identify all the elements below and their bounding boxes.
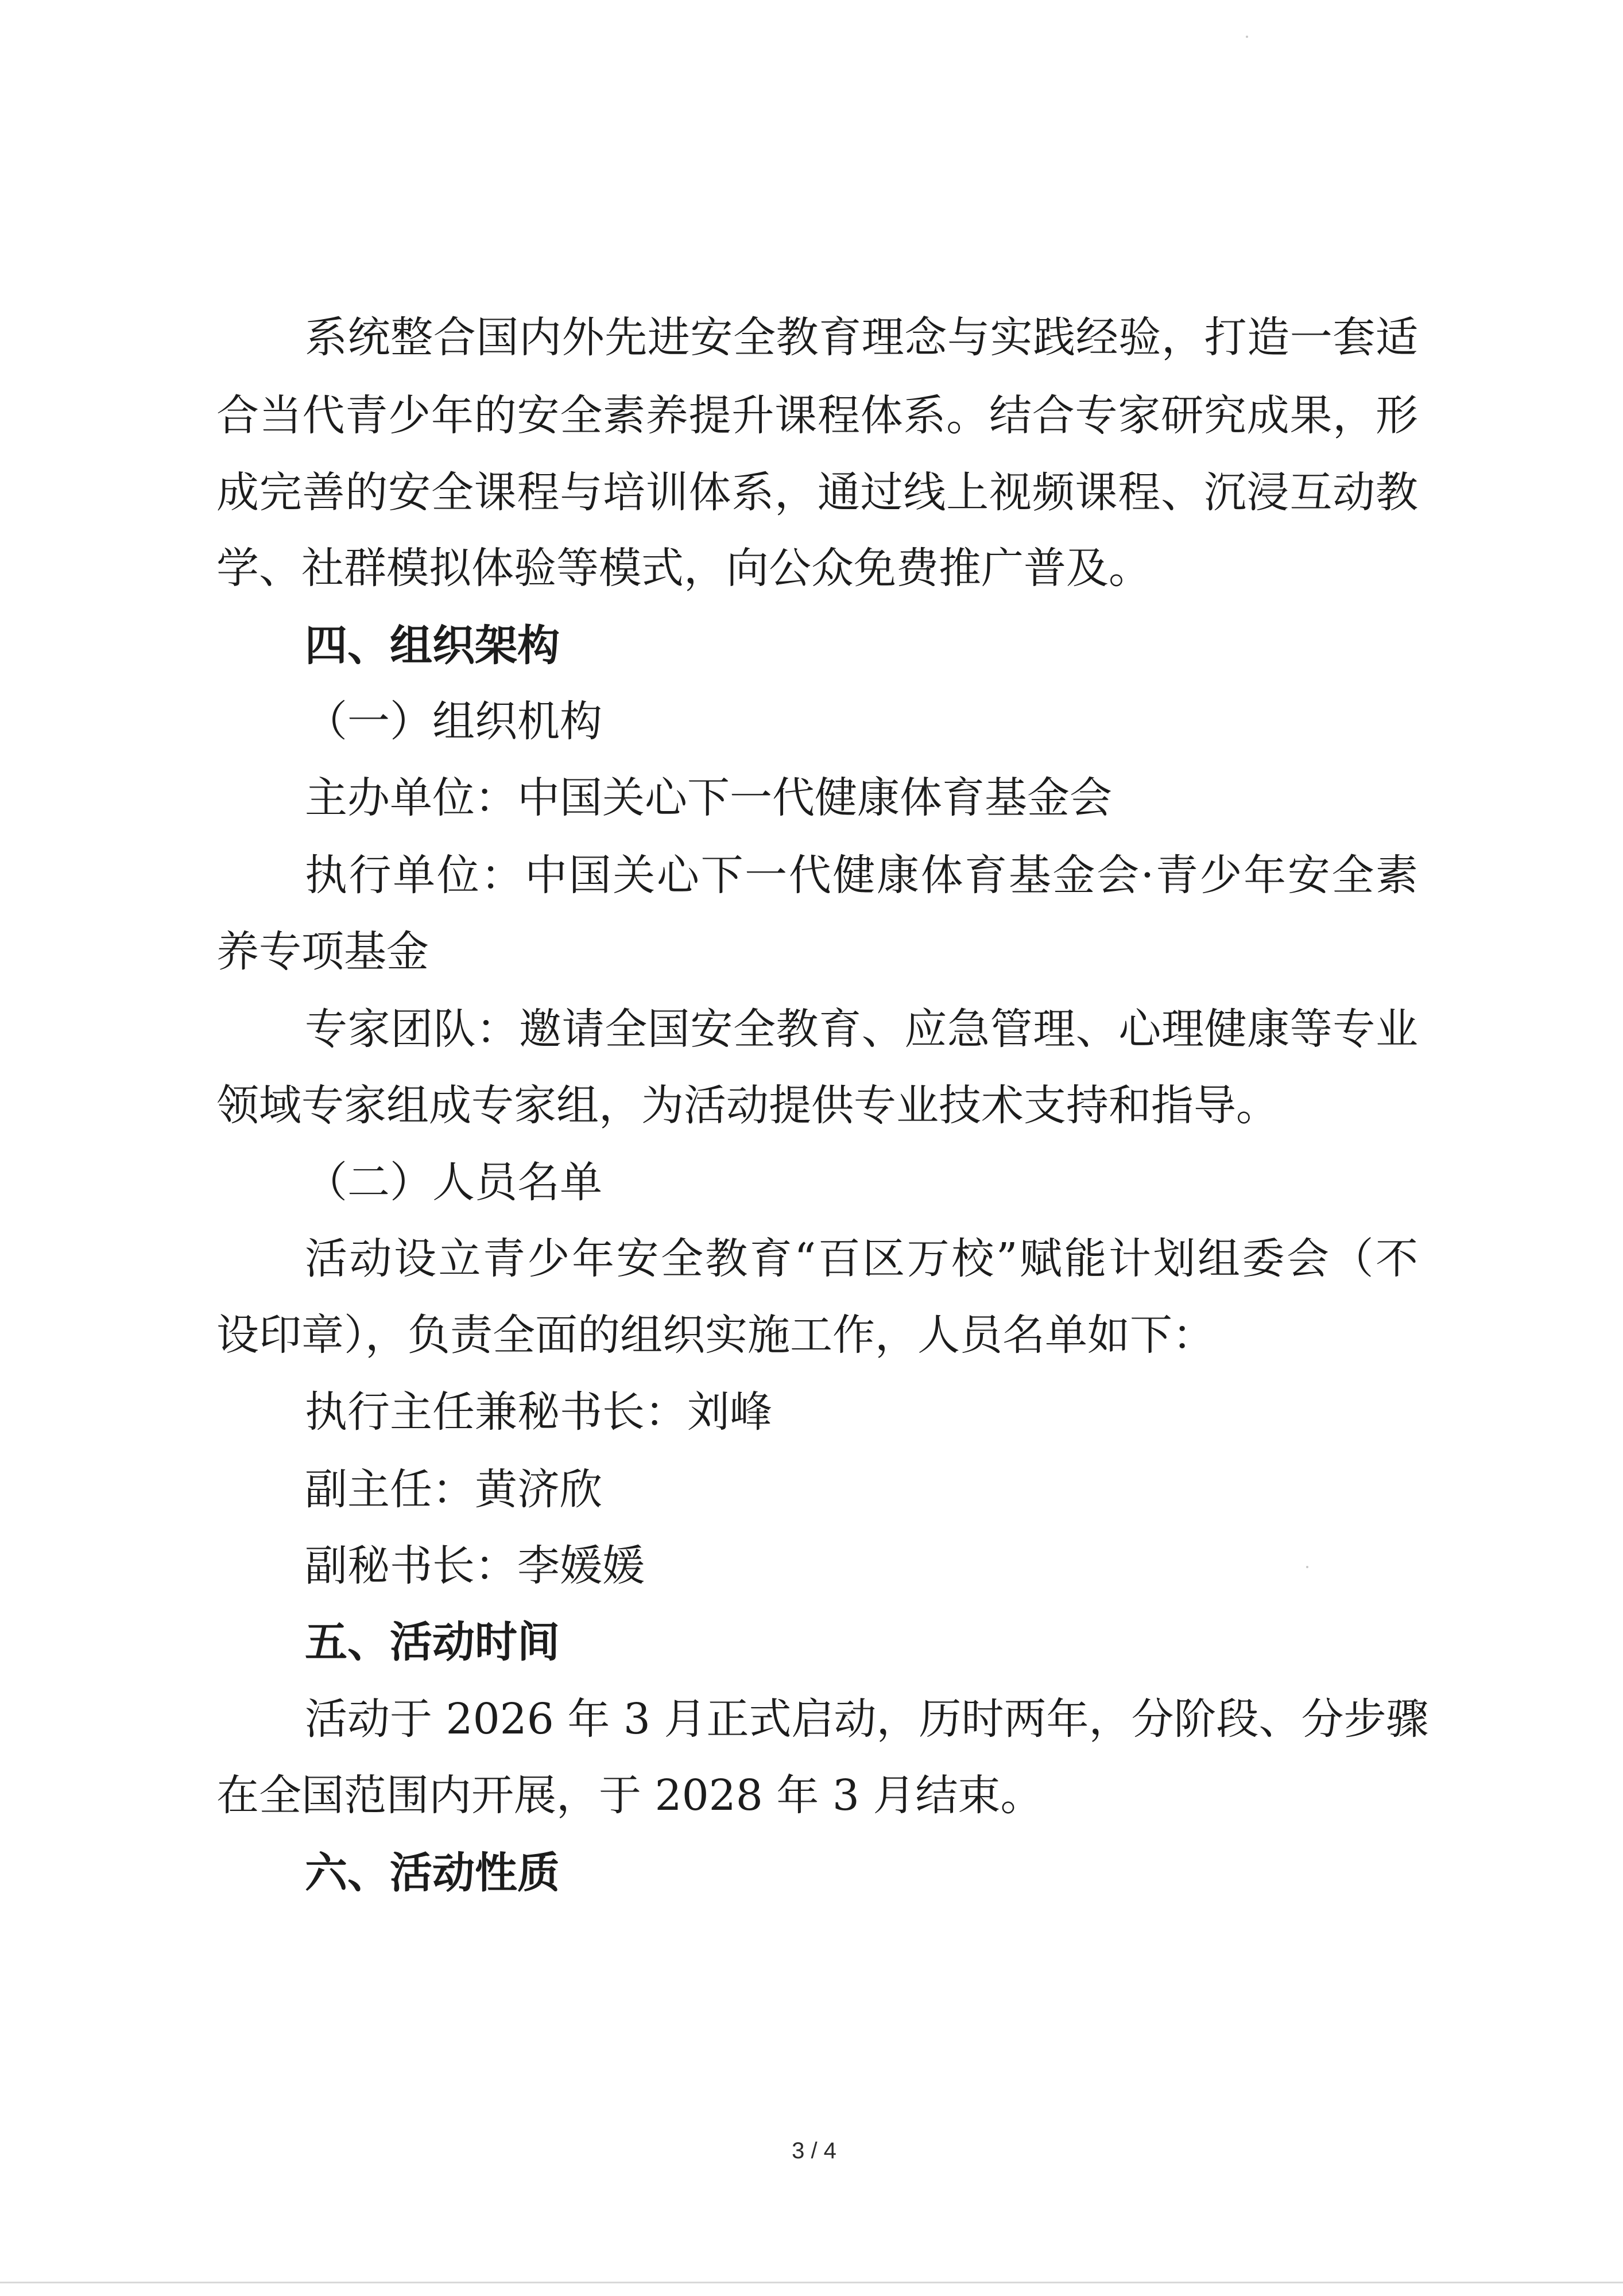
schedule-line-cont: 在全国范围内开展，于 2028 年 3 月结束。 [216,1771,1043,1820]
subsection-heading-personnel: （二）人员名单 [305,1158,602,1207]
executing-unit-line: 执行单位：中国关心下一代健康体育基金会·青少年安全素 [305,851,1418,900]
scan-speck [1246,36,1248,38]
host-unit-line: 主办单位：中国关心下一代健康体育基金会 [305,773,1112,823]
section-heading-schedule: 五、活动时间 [305,1618,560,1667]
personnel-deputy-director: 副主任：黄济欣 [305,1465,602,1514]
body-paragraph-line: 学、社群模拟体验等模式，向公众免费推广普及。 [216,544,1151,593]
personnel-executive-director: 执行主任兼秘书长：刘峰 [305,1387,772,1437]
committee-line: 活动设立青少年安全教育“百区万校”赋能计划组委会（不 [305,1234,1418,1283]
expert-team-line-cont: 领域专家组成专家组，为活动提供专业技术支持和指导。 [216,1081,1279,1130]
personnel-deputy-secretary-general: 副秘书长：李媛媛 [305,1541,645,1591]
body-paragraph-line: 合当代青少年的安全素养提升课程体系。结合专家研究成果，形 [216,391,1418,440]
expert-team-line: 专家团队：邀请全国安全教育、应急管理、心理健康等专业 [305,1004,1418,1054]
subsection-heading-institutions: （一）组织机构 [305,697,602,746]
schedule-line: 活动于 2026 年 3 月正式启动，历时两年，分阶段、分步骤 [305,1694,1429,1744]
scan-speck [1306,1566,1308,1568]
executing-unit-line-cont: 养专项基金 [216,927,429,976]
body-paragraph-line: 成完善的安全课程与培训体系，通过线上视频课程、沉浸互动教 [216,468,1418,517]
body-paragraph-line: 系统整合国内外先进安全教育理念与实践经验，打造一套适 [305,313,1418,362]
section-heading-nature: 六、活动性质 [305,1848,560,1898]
page-number: 3 / 4 [792,2138,836,2163]
scan-bottom-edge [0,2282,1623,2283]
committee-line-cont: 设印章），负责全面的组织实施工作，人员名单如下： [216,1310,1215,1360]
section-heading-organization: 四、组织架构 [305,621,560,670]
